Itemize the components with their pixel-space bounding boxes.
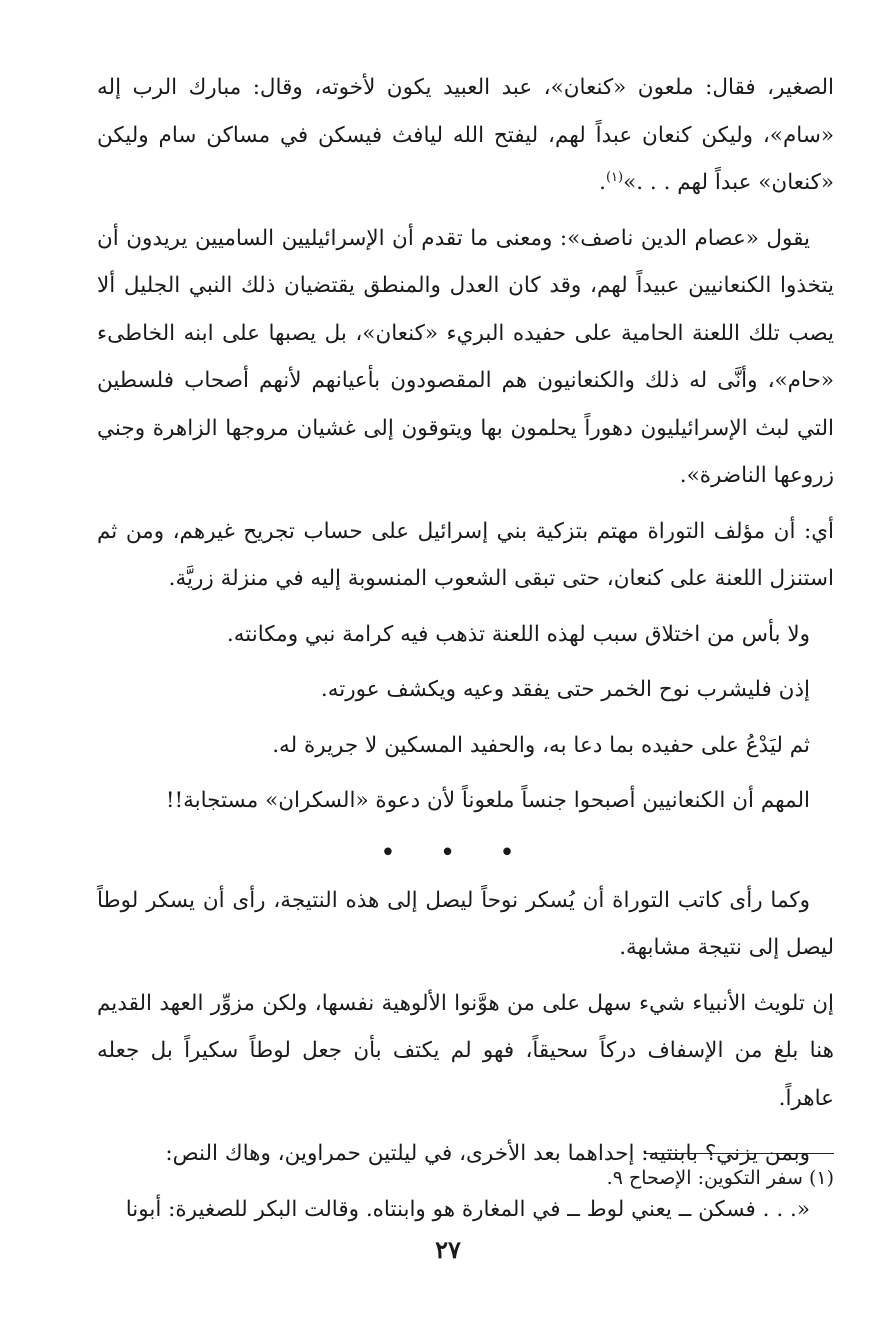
main-text — [97, 64, 834, 1241]
section-separator: • • • — [380, 837, 533, 868]
footnote — [97, 1163, 834, 1193]
paragraph-noah-drinks: إذن فليشرب نوح الخمر حتى يفقد وعيه ويكشف عورته. — [320, 677, 810, 702]
footnote-marker[interactable]: (١) — [605, 169, 624, 185]
paragraph-fabricated-cause: ولا بأس من اختلاق سبب لهذه اللعنة تذهب فيه كرامة نبي ومكانته. — [226, 621, 810, 647]
paragraph-grandson: ثم ليَدْعُ على حفيده بما دعا به، والحفيد المسكين لا جريرة له. — [272, 732, 810, 758]
paragraph-quote-issam: يقول «عصام الدين ناصف»: ومعنى ما تقدم أن الإسرائيليين الساميين يريدون أن يتخذوا الكنعانيين عبيداً لهم، وقد كان العدل والمنطق يقتضيان ذلك النبي الجليل ألا يصب تلك اللعنة الحامية على حفيده البريء «كنعان»، بل يصبها على ابنه الخاطىء «حام»، وأنَّى له ذلك والكنعانيون هم المقصودون بأعيانهم لأنهم أصحاب فلسطين التي لبث الإسرائيليون دهوراً يحلمون بها ويتوقون إلى غشيان مروجها الزاهرة وجني زروعها الناضرة». — [97, 225, 834, 488]
page-number: ٢٧ — [435, 1235, 461, 1264]
footnote-number: (١) — [808, 1167, 834, 1189]
paragraph-with-whom: وبمن يزني؟ بابنتيه: إحداهما بعد الأخرى، في ليلتين حمراوين، وهاك النص: — [165, 1141, 810, 1166]
footnote-divider — [644, 1153, 834, 1154]
paragraph-curse-of-canaan: الصغير، فقال: ملعون «كنعان»، عبد العبيد يكون لأخوته، وقال: مبارك الرب إله «سام»، وليكن كنعان عبداً لهم، ليفتح الله ليافث فيسكن في مساكن سام وليكن «كنعان» عبداً لهم . . .»$^{(١)}$. — [97, 75, 834, 195]
paragraph-prophets-defamed: إن تلويث الأنبياء شيء سهل على من هوَّنوا الألوهية نفسها، ولكن مزوِّر العهد القديم هنا بلغ من الإسفاف دركاً سحيقاً، فهو لم يكتف بأن جعل لوطاً سكيراً بل جعله عاهراً. — [97, 990, 834, 1111]
paragraph-accursed-race: المهم أن الكنعانيين أصبحوا جنساً ملعوناً لأن دعوة «السكران» مستجابة!! — [165, 788, 810, 813]
paragraph-quoted-text: «. . . فسكن ــ يعني لوط ــ في المغارة هو وابنتاه. وقالت البكر للصغيرة: أبونا — [125, 1196, 810, 1222]
paragraph-author-intent: أي: أن مؤلف التوراة مهتم بتزكية بني إسرائيل على حساب تجريح غيرهم، ومن ثم استنزل اللعنة على كنعان، حتى تبقى الشعوب المنسوبة إليه في منزلة زريَّة. — [97, 518, 834, 591]
footnote-text: سفر التكوين: الإصحاح ٩. — [606, 1167, 803, 1189]
paragraph-lot-drunk: وكما رأى كاتب التوراة أن يُسكر نوحاً ليصل إلى هذه النتيجة، رأى أن يسكر لوطاً ليصل إلى نتيجة مشابهة. — [97, 887, 834, 960]
